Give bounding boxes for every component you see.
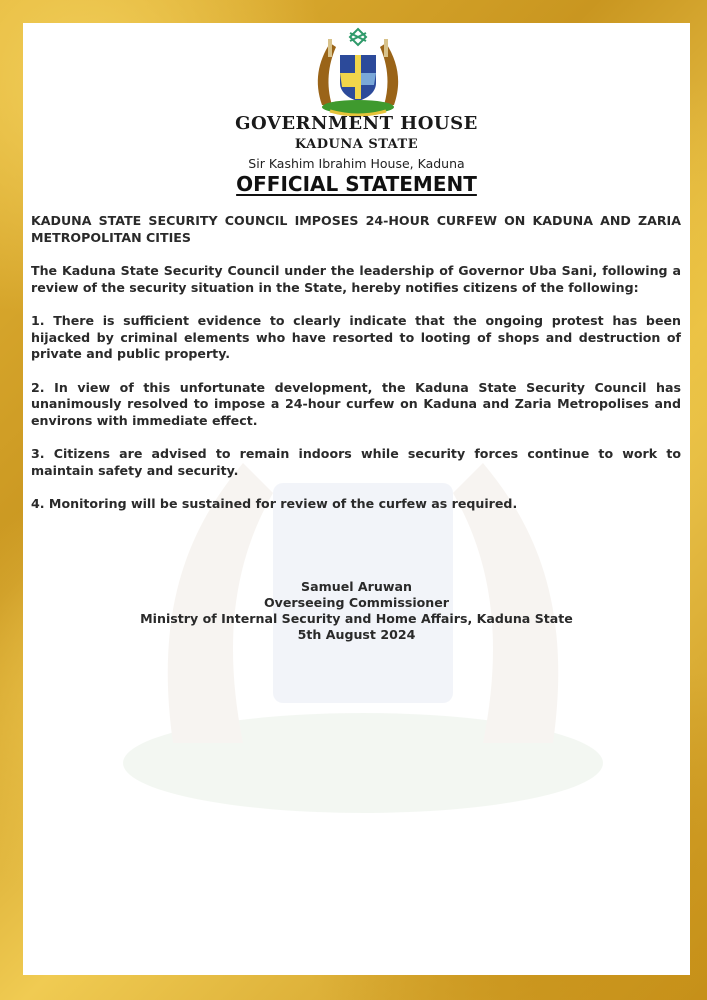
statement-headline: KADUNA STATE SECURITY COUNCIL IMPOSES 24-HOUR CURFEW ON KADUNA AND ZARIA METROPOLITAN CITIES [31, 213, 681, 245]
signature-block [23, 579, 690, 643]
document-type-heading [23, 172, 690, 196]
document-page [23, 23, 690, 975]
official-statement-title: OFFICIAL STATEMENT [236, 172, 477, 196]
signatory-ministry: Ministry of Internal Security and Home Affairs, Kaduna State [140, 611, 573, 626]
address: Sir Kashim Ibrahim House, Kaduna [248, 156, 465, 171]
state-name: KADUNA STATE [294, 137, 419, 152]
statement-point: 2. In view of this unfortunate development, the Kaduna State Security Council has unanimously resolved to impose a 24-hour curfew on Kaduna and Zaria Metropolises and environs with immediate effect. [31, 379, 681, 428]
statement-point: 3. Citizens are advised to remain indoors while security forces continue to work to maintain safety and security. [31, 446, 681, 478]
statement-intro: The Kaduna State Security Council under the leadership of Governor Uba Sani, following a review of the security situation in the State, hereby notifies citizens of the following: [31, 263, 681, 295]
statement-body [31, 213, 681, 530]
coat-of-arms-icon [308, 27, 408, 117]
signatory-name: Samuel Aruwan [301, 579, 412, 594]
statement-date: 5th August 2024 [297, 627, 416, 642]
statement-point: 4. Monitoring will be sustained for review of the curfew as required. [31, 496, 518, 511]
signatory-title: Overseeing Commissioner [263, 595, 450, 610]
government-house-title: GOVERNMENT HOUSE [235, 113, 478, 134]
statement-point: 1. There is sufficient evidence to clearly indicate that the ongoing protest has been hijacked by criminal elements who have resorted to looting of shops and destruction of private and public property. [31, 313, 681, 361]
